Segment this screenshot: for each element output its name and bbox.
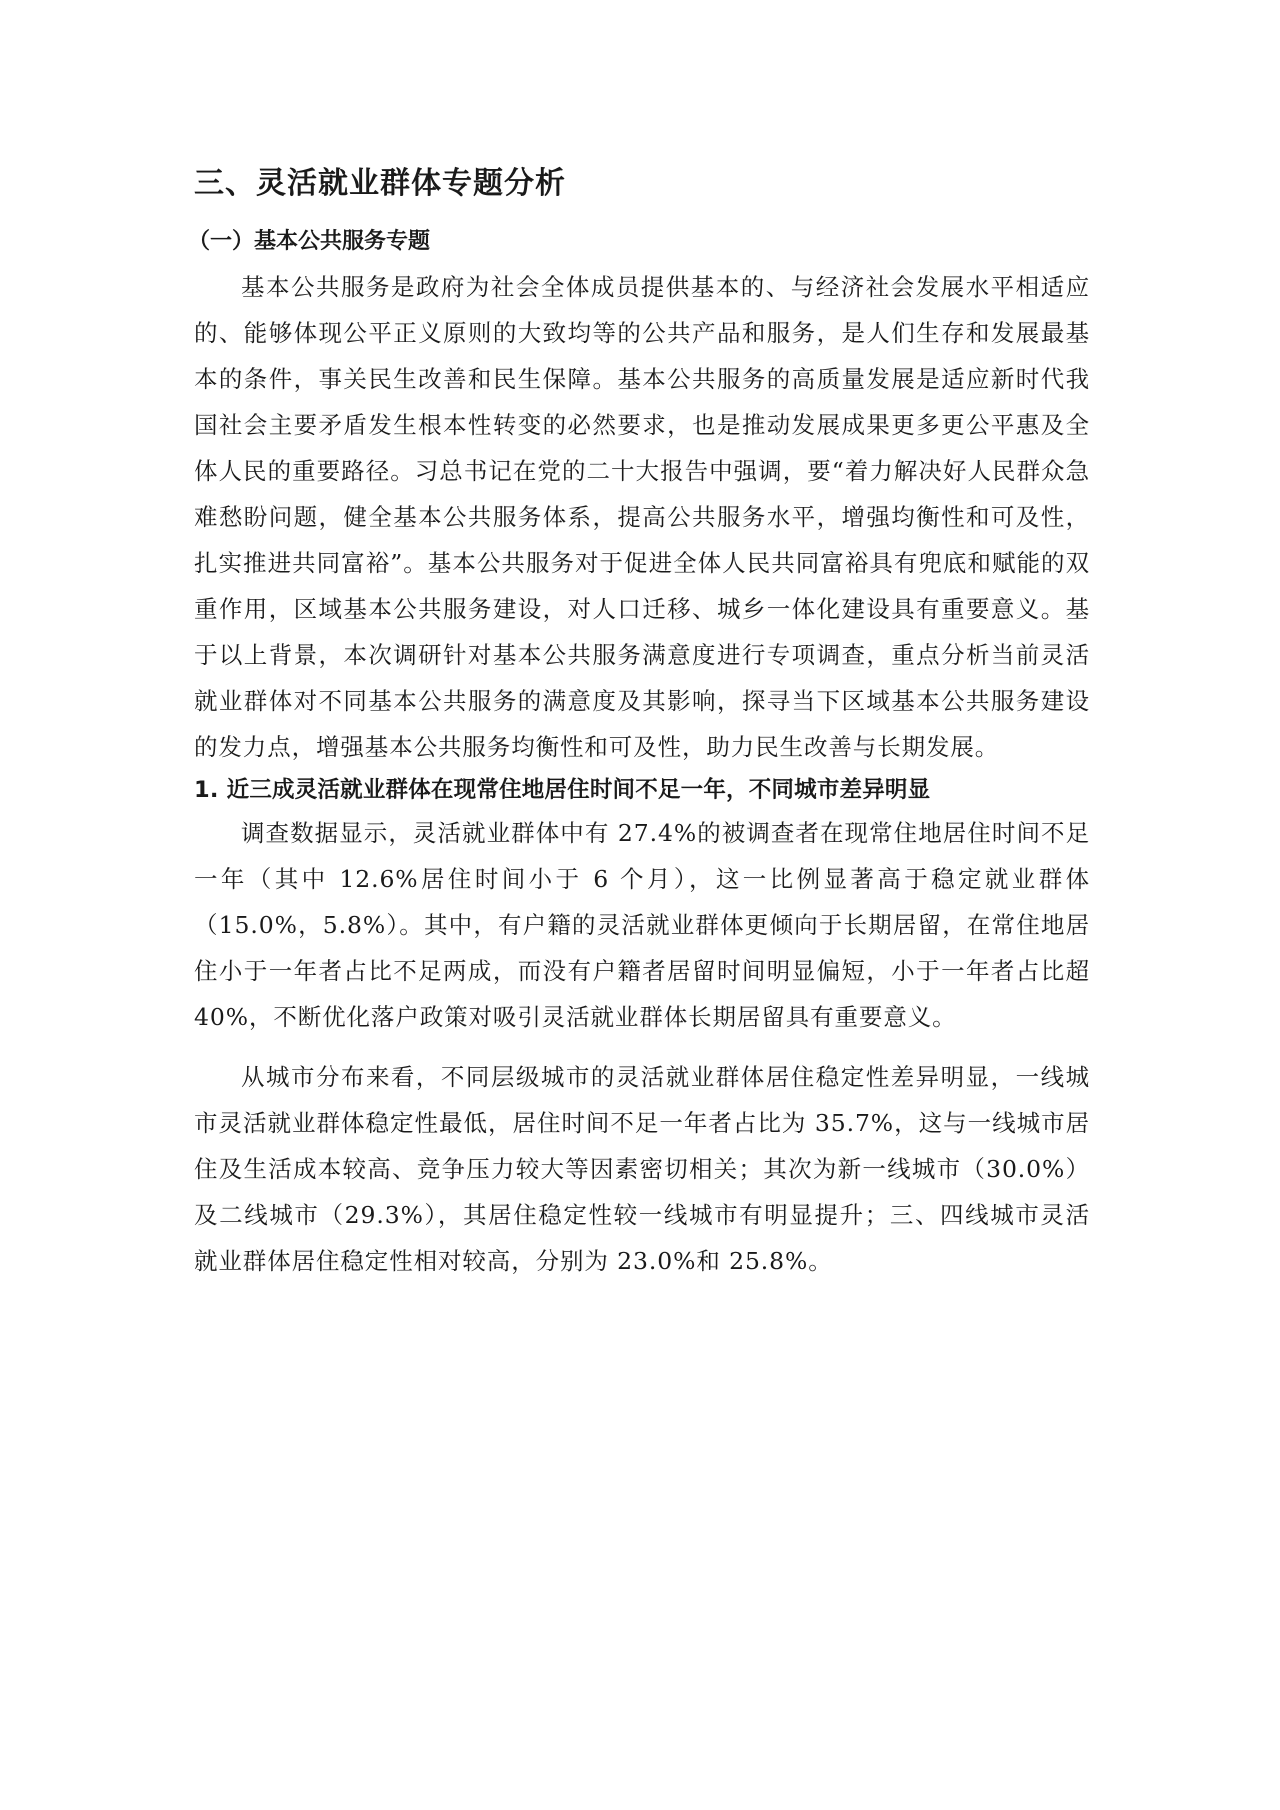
paragraph-residence-duration: 调查数据显示，灵活就业群体中有 27.4%的被调查者在现常住地居住时间不足一年（其中 12.6%居住时间小于 6 个月），这一比例显著高于稳定就业群体（15.0%，5.8%）。其中，有户籍的灵活就业群体更倾向于长期居留，在常住地居住小于一年者占比不足两成，而没有户籍者居留时间明显偏短，小于一年者占比超 40%，不断优化落户政策对吸引灵活就业群体长期居留具有重要意义。 <box>194 819 1090 1031</box>
paragraph-basic-public-services: 基本公共服务是政府为社会全体成员提供基本的、与经济社会发展水平相适应的、能够体现公平正义原则的大致均等的公共产品和服务，是人们生存和发展最基本的条件，事关民生改善和民生保障。基本公共服务的高质量发展是适应新时代我国社会主要矛盾发生根本性转变的必然要求，也是推动发展成果更多更公平惠及全体人民的重要路径。习总书记在党的二十大报告中强调，要“着力解决好人民群众急难愁盼问题，健全基本公共服务体系，提高公共服务水平，增强均衡性和可及性，扎实推进共同富裕”。基本公共服务对于促进全体人民共同富裕具有兜底和赋能的双重作用，区域基本公共服务建设，对人口迁移、城乡一体化建设具有重要意义。基于以上背景，本次调研针对基本公共服务满意度进行专项调查，重点分析当前灵活就业群体对不同基本公共服务的满意度及其影响，探寻当下区域基本公共服务建设的发力点，增强基本公共服务均衡性和可及性，助力民生改善与长期发展。 <box>194 273 1090 761</box>
section-title: 三、灵活就业群体专题分析 <box>194 166 566 201</box>
subsection-title: （一）基本公共服务专题 <box>188 229 431 254</box>
paragraph-city-distribution: 从城市分布来看，不同层级城市的灵活就业群体居住稳定性差异明显，一线城市灵活就业群体稳定性最低，居住时间不足一年者占比为 35.7%，这与一线城市居住及生活成本较高、竞争压力较大等因素密切相关；其次为新一线城市（30.0%）及二线城市（29.3%），其居住稳定性较一线城市有明显提升；三、四线城市灵活就业群体居住稳定性相对较高，分别为 23.0%和 25.8%。 <box>194 1063 1090 1275</box>
document-page <box>188 160 1090 1284</box>
point-1-title: 1. 近三成灵活就业群体在现常住地居住时间不足一年，不同城市差异明显 <box>194 777 931 803</box>
